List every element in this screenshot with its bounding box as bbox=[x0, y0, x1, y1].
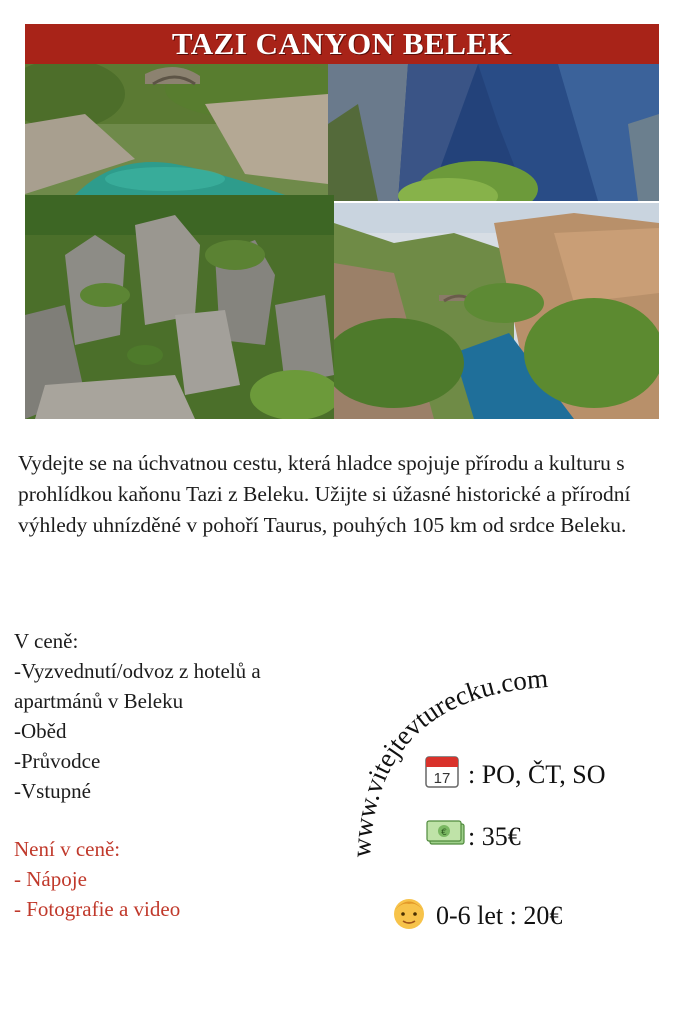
child-face-icon bbox=[390, 893, 428, 938]
calendar-icon-day: 17 bbox=[433, 770, 451, 787]
child-price: 0-6 let : 20€ bbox=[436, 900, 563, 930]
included-item: -Oběd bbox=[14, 719, 67, 743]
included-item: -Průvodce bbox=[14, 749, 101, 773]
included-section bbox=[14, 626, 344, 806]
included-item: -Vstupné bbox=[14, 779, 91, 803]
excluded-heading: Není v ceně: bbox=[14, 837, 121, 861]
schedule-row bbox=[424, 753, 606, 796]
child-price-row bbox=[390, 893, 562, 938]
excluded-item: - Nápoje bbox=[14, 867, 87, 891]
included-item: -Vyzvednutí/odvoz z hotelů a bbox=[14, 659, 261, 683]
canyon-gorge-photo bbox=[334, 203, 659, 419]
svg-text:€: € bbox=[441, 828, 447, 838]
intro-paragraph: Vydejte se na úchvatnou cestu, která hladce spojuje přírodu a kulturu s prohlídkou kaňonu Tazi z Beleku. Užijte si úžasné historické a přírodní výhledy uhnízděné v pohoří Taurus, pouhých 105 km od srdce Beleku. bbox=[18, 451, 631, 537]
website-url[interactable]: www.vitejtevturecku.com bbox=[345, 662, 550, 859]
schedule-days: : PO, ČT, SO bbox=[468, 759, 606, 789]
money-icon bbox=[426, 818, 466, 855]
excluded-section bbox=[14, 834, 344, 924]
title-banner bbox=[25, 24, 659, 64]
canyon-river-bridge-photo bbox=[25, 64, 328, 195]
canyon-cliffs-photo bbox=[328, 64, 659, 201]
excluded-item: - Fotografie a video bbox=[14, 897, 181, 921]
page-title: TAZI CANYON BELEK bbox=[171, 26, 513, 61]
calendar-icon bbox=[424, 753, 460, 796]
rock-formations-photo bbox=[25, 195, 334, 419]
adult-price: : 35€ bbox=[468, 821, 521, 851]
price-row bbox=[426, 818, 521, 855]
included-heading: V ceně: bbox=[14, 629, 79, 653]
included-item: apartmánů v Beleku bbox=[14, 689, 184, 713]
